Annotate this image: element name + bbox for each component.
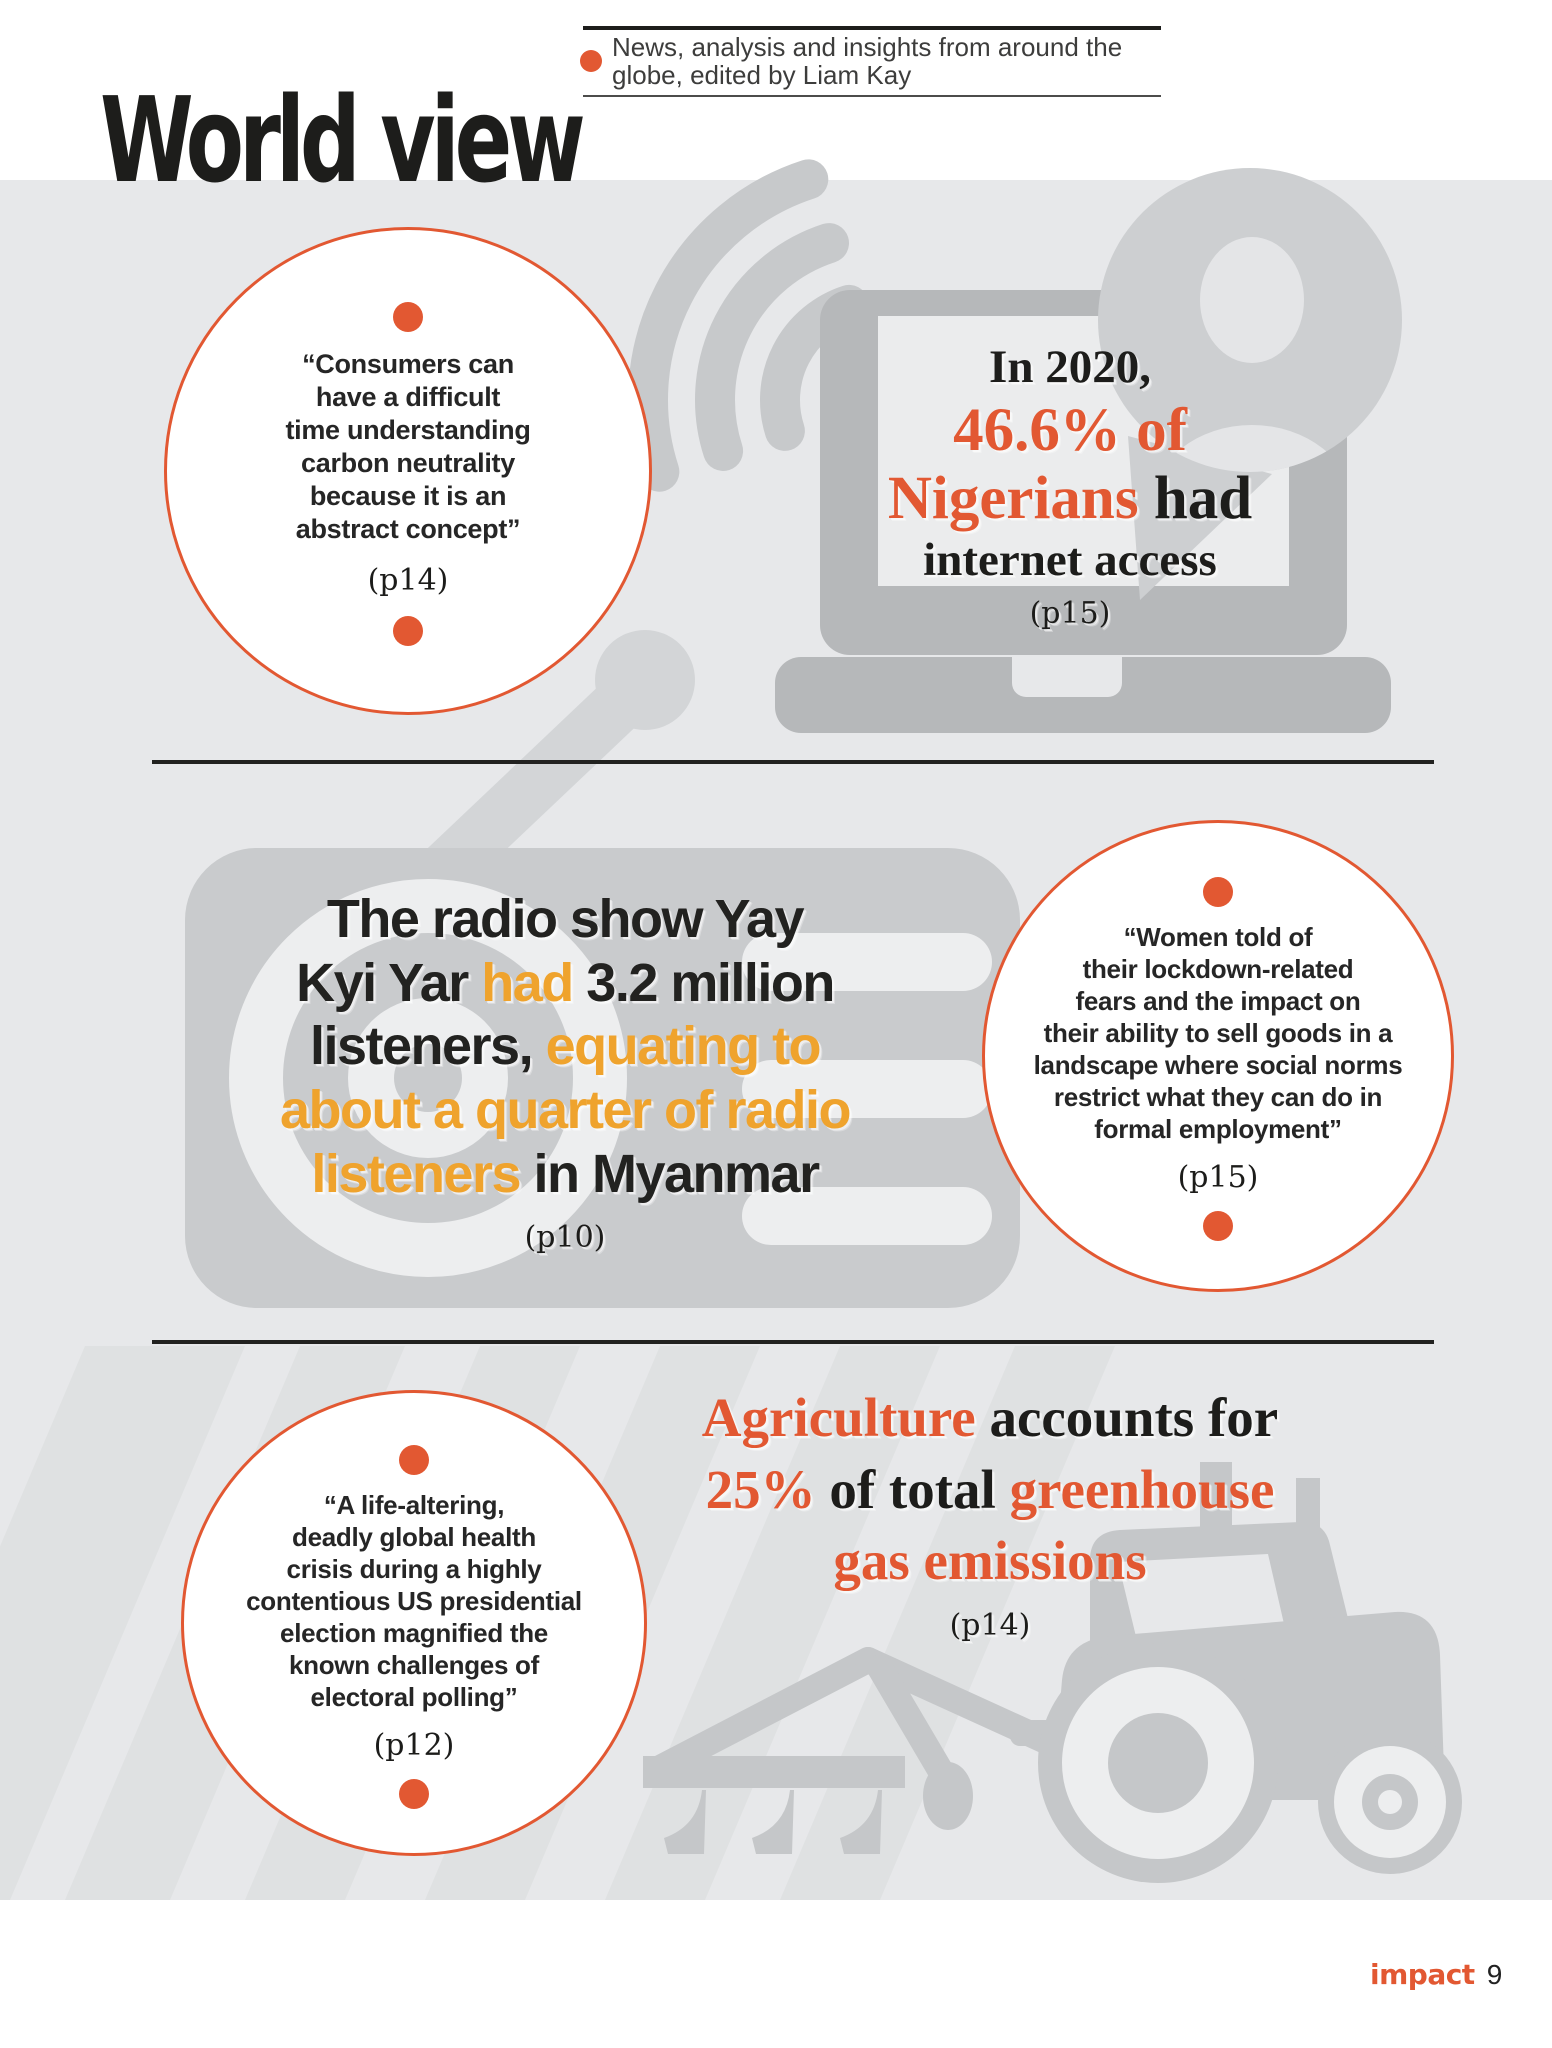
quote-line: time understanding bbox=[285, 415, 531, 445]
quote-line: contentious US presidential bbox=[246, 1586, 582, 1616]
quote-line: electoral polling” bbox=[310, 1682, 518, 1712]
orange-dot-icon bbox=[399, 1779, 429, 1809]
stat-line: Nigerians had bbox=[887, 465, 1253, 533]
header-rule-top bbox=[583, 26, 1161, 30]
quote-line: “A life-altering, bbox=[323, 1490, 505, 1520]
stat-line: In 2020, bbox=[989, 341, 1151, 393]
orange-dot-icon bbox=[393, 616, 423, 646]
page-reference: (p12) bbox=[373, 1728, 455, 1763]
stat-line: Agriculture accounts for bbox=[701, 1387, 1279, 1448]
orange-dot-icon bbox=[1203, 877, 1233, 907]
subtitle-line: News, analysis and insights from around the bbox=[612, 32, 1123, 62]
stat-highlight: greenhouse bbox=[1009, 1458, 1275, 1520]
quote-line: “Consumers can bbox=[302, 349, 514, 379]
page-footer bbox=[1370, 1958, 1502, 1991]
quote-line: have a difficult bbox=[315, 382, 501, 412]
orange-dot-icon bbox=[1203, 1211, 1233, 1241]
stat-highlight: equating to bbox=[532, 1016, 821, 1077]
quote-line: “Women told of bbox=[1123, 922, 1313, 952]
stat-line: 25% of total greenhouse bbox=[705, 1458, 1275, 1520]
quote-line: carbon neutrality bbox=[301, 448, 515, 478]
stat-radio-show bbox=[150, 888, 980, 1253]
quote-bubble-carbon bbox=[164, 227, 652, 715]
page-title: World view bbox=[100, 71, 581, 210]
quote-text bbox=[1034, 921, 1403, 1145]
page-reference: (p15) bbox=[1177, 1160, 1259, 1195]
header-rule-bottom bbox=[583, 95, 1161, 97]
quote-bubble-lockdown bbox=[982, 820, 1454, 1292]
page-reference: (p10) bbox=[524, 1219, 606, 1255]
stat-line: Kyi Yar had 3.2 million bbox=[296, 952, 834, 1013]
magazine-brand: impact bbox=[1370, 1958, 1475, 1991]
quote-line: their lockdown-related bbox=[1082, 954, 1354, 984]
stat-highlight: Agriculture bbox=[701, 1387, 976, 1448]
stat-line: The radio show Yay bbox=[326, 889, 804, 949]
stat-agriculture bbox=[620, 1382, 1360, 1641]
orange-dot-icon bbox=[393, 302, 423, 332]
orange-dot-icon bbox=[580, 50, 602, 72]
page-reference: (p15) bbox=[1029, 595, 1111, 631]
section-divider bbox=[152, 1340, 1434, 1344]
quote-line: fears and the impact on bbox=[1075, 986, 1361, 1016]
section-subtitle bbox=[612, 33, 1172, 89]
quote-line: restrict what they can do in bbox=[1053, 1082, 1383, 1112]
quote-line: deadly global health bbox=[292, 1522, 536, 1552]
laptop-hinge-notch bbox=[1012, 657, 1122, 697]
stat-highlight: listeners bbox=[311, 1143, 521, 1204]
stat-highlight: gas emissions bbox=[833, 1530, 1147, 1591]
page-reference: (p14) bbox=[949, 1607, 1031, 1643]
stat-highlight: Nigerians bbox=[887, 465, 1139, 533]
quote-line: formal employment” bbox=[1094, 1114, 1342, 1144]
quote-bubble-election bbox=[181, 1390, 647, 1856]
stat-highlight: had bbox=[481, 952, 573, 1013]
stat-line: listeners in Myanmar bbox=[311, 1143, 819, 1204]
quote-text bbox=[246, 1489, 582, 1713]
quote-text bbox=[285, 348, 530, 546]
stat-internet-access bbox=[810, 338, 1330, 629]
quote-line: their ability to sell goods in a bbox=[1043, 1018, 1393, 1048]
quote-line: election magnified the bbox=[280, 1618, 548, 1648]
orange-dot-icon bbox=[399, 1445, 429, 1475]
stat-highlight: about a quarter of radio bbox=[279, 1080, 851, 1141]
stat-line: internet access bbox=[923, 534, 1217, 587]
stat-line: listeners, equating to bbox=[309, 1016, 821, 1077]
subtitle-line: globe, edited by Liam Kay bbox=[612, 60, 912, 90]
page-number: 9 bbox=[1486, 1959, 1503, 1990]
stat-highlight: 25% bbox=[705, 1458, 816, 1520]
stat-highlight: 46.6% of bbox=[953, 396, 1187, 464]
quote-line: landscape where social norms bbox=[1033, 1050, 1403, 1080]
section-divider bbox=[152, 760, 1434, 764]
page-reference: (p14) bbox=[367, 563, 449, 598]
quote-line: because it is an bbox=[309, 481, 507, 511]
quote-line: known challenges of bbox=[288, 1650, 539, 1680]
quote-line: crisis during a highly bbox=[286, 1554, 542, 1584]
quote-line: abstract concept” bbox=[295, 514, 521, 544]
